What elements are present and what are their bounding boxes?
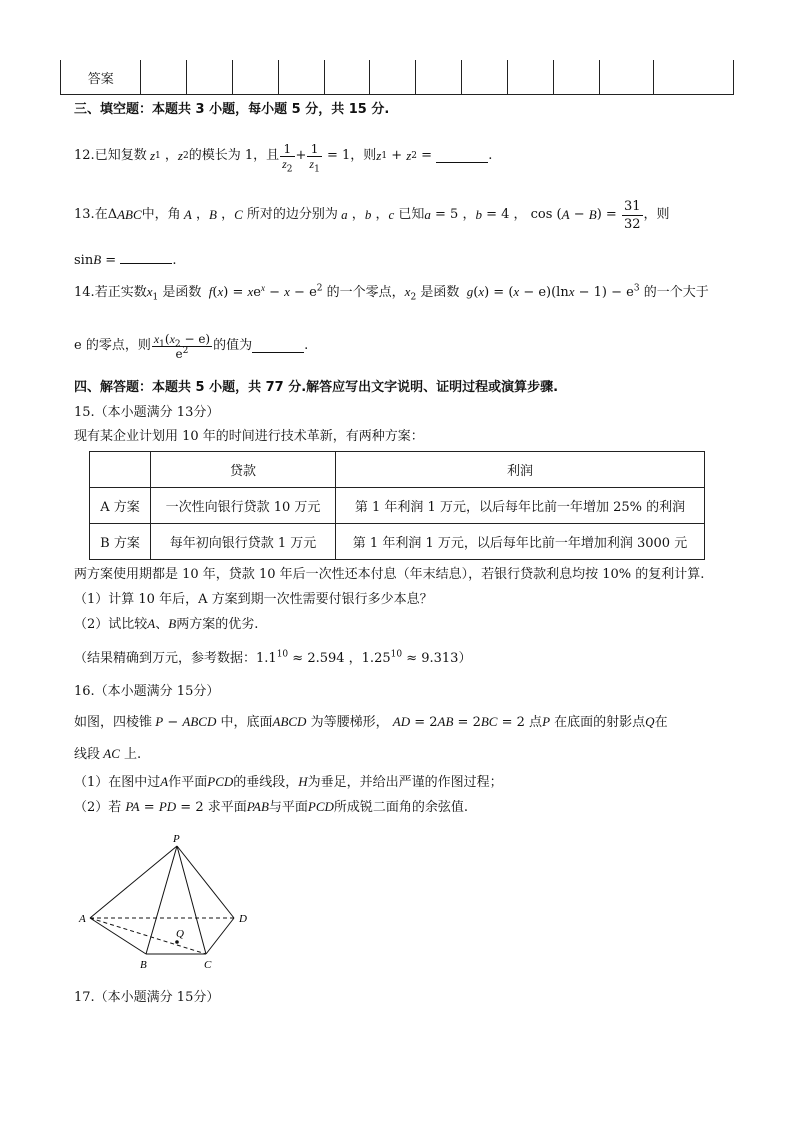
q16-text: 作平面 xyxy=(168,775,208,790)
q13-text: 中，角 xyxy=(141,207,181,222)
answer-cell[interactable] xyxy=(599,60,653,95)
q13-text: ，则 xyxy=(643,207,670,222)
q15-reference: （结果精确到万元，参考数据：$1.1^{10} \approx 2.594$ ，$1.25^{10} \approx 9.313$） xyxy=(74,649,472,666)
q16-text: 在底面的射影点 xyxy=(554,715,646,730)
answer-cell[interactable] xyxy=(370,60,416,95)
q12-text: 的模长为 1，且 xyxy=(188,148,280,163)
answer-cell[interactable] xyxy=(187,60,233,95)
answer-cell[interactable] xyxy=(553,60,599,95)
q16-text: 如图，四棱锥 xyxy=(74,715,153,730)
table-header: 利润 xyxy=(336,452,705,488)
answer-cell[interactable] xyxy=(233,60,279,95)
q15-after: 两方案使用期都是 10 年，贷款 10 年后一次性还本付息（年末结息），若银行贷款利息均按 10% 的复利计算. xyxy=(74,567,705,582)
q15-part2: （2）试比较A、B两方案的优劣. xyxy=(74,616,259,632)
q16-text: 为垂足，并给出严谨的作图过程； xyxy=(307,775,503,790)
answer-cell[interactable] xyxy=(416,60,462,95)
section4-heading: 四、解答题：本题共 5 小题，共 77 分.解答应写出文字说明、证明过程或演算步骤. xyxy=(74,380,559,395)
q16-text: 在 xyxy=(654,715,668,730)
edge-CD xyxy=(206,918,234,954)
q16-text: 中，底面 xyxy=(220,715,273,730)
q15-title: 15.（本小题满分 13分） xyxy=(74,405,220,420)
q15-part1: （1）计算 10 年后，A 方案到期一次性需要付银行多少本息？ xyxy=(74,592,433,607)
q15-part2-text: （2）试比较 xyxy=(74,617,148,632)
question-14: 14.若正实数$x_1$ 是函数 $f(x) = xe^x - x - e^2$ 的一个零点，$x_2$ 是函数 $g(x) = (x - e)(\ln x - 1) - e^3$ 的一个大于 xyxy=(74,282,709,303)
q16-text: 点 xyxy=(529,715,543,730)
label-Q: Q xyxy=(176,928,184,940)
q13-fraction: $\frac{31}{32}$ xyxy=(623,198,641,232)
answer-cell[interactable] xyxy=(653,60,734,95)
q16-text: （1）在图中过 xyxy=(74,775,161,790)
edge-AB xyxy=(90,918,146,954)
pyramid-figure xyxy=(70,830,270,975)
q15-ref-text: ） xyxy=(458,651,472,666)
q15-intro: 现有某企业计划用 10 年的时间进行技术革新，有两种方案： xyxy=(74,429,424,444)
table-header-row xyxy=(90,452,705,488)
q14-text: 是函数 xyxy=(420,285,460,300)
q16-text: 所成锐二面角的余弦值. xyxy=(333,800,469,815)
q16-text: 上. xyxy=(124,747,142,762)
q16-title: 16.（本小题满分 15分） xyxy=(74,684,220,699)
answer-row xyxy=(61,60,734,95)
question-13: 13. 在Δ ABC 中，角 A ， B ， C 所对的边分别为 a ， b ， c 已知 a = 5 ， b = 4 ， cos ( A − B ) = $\frac{31}{32}$ ，则 xyxy=(74,198,670,232)
answer-table xyxy=(60,60,734,95)
q14-text: 的一个零点， xyxy=(326,285,405,300)
label-D: D xyxy=(239,913,247,925)
q14-number: 14. xyxy=(74,285,95,300)
q16-line2: 线段 AC 上. xyxy=(74,746,142,762)
label-P: P xyxy=(173,833,180,845)
q13-sin: sin xyxy=(74,253,94,268)
q15-part2-text: 两方案的优劣. xyxy=(176,617,259,632)
q16-text: 求平面 xyxy=(207,800,247,815)
q16-text: 线段 xyxy=(74,747,101,762)
answer-label: 答案 xyxy=(61,60,141,95)
answer-cell[interactable] xyxy=(507,60,553,95)
table-row xyxy=(90,488,705,524)
q16-part1: （1）在图中过A作平面PCD的垂线段，H为垂足，并给出严谨的作图过程； xyxy=(74,774,503,790)
point-Q xyxy=(175,940,179,944)
answer-cell[interactable] xyxy=(462,60,508,95)
q16-part2: （2）若 PA = PD = 2 求平面PAB与平面PCD所成锐二面角的余弦值. xyxy=(74,799,469,815)
q15-plan-table xyxy=(89,451,705,560)
q16-line1: 如图，四棱锥 P − ABCD 中，底面ABCD 为等腰梯形， AD = 2AB = 2BC = 2 点P 在底面的射影点Q在 xyxy=(74,714,668,730)
label-A: A xyxy=(79,913,86,925)
q16-text: （2）若 xyxy=(74,800,122,815)
section3-heading: 三、填空题：本题共 3 小题，每小题 5 分，共 15 分. xyxy=(74,102,390,117)
q13-text: 在Δ xyxy=(94,207,118,222)
answer-cell[interactable] xyxy=(324,60,370,95)
table-cell: 第 1 年利润 1 万元，以后每年比前一年增加 25% 的利润 xyxy=(336,488,705,524)
table-cell: A 方案 xyxy=(90,488,151,524)
q14-end: . xyxy=(304,338,309,353)
q16-text: 为等腰梯形， xyxy=(310,715,389,730)
table-row xyxy=(90,524,705,560)
q15-ref-text: （结果精确到万元，参考数据： xyxy=(74,651,257,666)
q14-text: 是函数 xyxy=(162,285,202,300)
q14-text: 的值为 xyxy=(213,338,253,353)
q14-text: 的一个大于 xyxy=(643,285,709,300)
q13-text: 所对的边分别为 xyxy=(246,207,338,222)
q14-line2 xyxy=(74,326,308,366)
label-B: B xyxy=(140,959,147,971)
q16-text: 与平面 xyxy=(268,800,308,815)
answer-cell[interactable] xyxy=(141,60,187,95)
q13-end: . xyxy=(172,253,177,268)
question-12: 12. 已知复数 z 1 ， z 2 的模长为 1，且 $\frac{1}{z_2}$ + $\frac{1}{z_1}$ = 1 ，则 z 1 + z 2 = . xyxy=(74,141,493,174)
q12-number: 12. xyxy=(74,148,95,163)
q12-end: . xyxy=(488,148,493,163)
edge-PA xyxy=(90,846,177,918)
table-header: 贷款 xyxy=(151,452,336,488)
q12-fraction: $\frac{1}{z_1}$ xyxy=(309,141,320,174)
table-cell: 一次性向银行贷款 10 万元 xyxy=(151,488,336,524)
table-cell: B 方案 xyxy=(90,524,151,560)
q14-answer-blank[interactable] xyxy=(252,340,304,353)
q14-text: e 的零点，则 xyxy=(74,338,151,353)
answer-cell[interactable] xyxy=(278,60,324,95)
q13-var: B xyxy=(93,252,102,267)
q13-answer-blank[interactable] xyxy=(120,251,172,264)
edge-PB xyxy=(146,846,177,954)
q13-number: 13. xyxy=(74,207,95,222)
q16-text: 的垂线段， xyxy=(233,775,299,790)
q14-text: 若正实数 xyxy=(94,285,147,300)
table-header xyxy=(90,452,151,488)
table-cell: 第 1 年利润 1 万元，以后每年比前一年增加利润 3000 元 xyxy=(336,524,705,560)
q12-fraction: $\frac{1}{z_2}$ xyxy=(282,141,293,174)
q14-fraction: $\frac{x_1(x_2 - e)}{e^2}$ xyxy=(153,331,211,361)
label-C: C xyxy=(204,959,212,971)
q12-answer-blank[interactable] xyxy=(436,150,488,163)
q12-text: 已知复数 xyxy=(94,148,147,163)
edge-PD xyxy=(177,846,234,918)
table-cell: 每年初向银行贷款 1 万元 xyxy=(151,524,336,560)
q17-title: 17.（本小题满分 15分） xyxy=(74,990,220,1005)
q13-text: 已知 xyxy=(398,207,425,222)
q13-line2: sinB = . xyxy=(74,252,177,268)
q12-text: ，则 xyxy=(350,148,377,163)
